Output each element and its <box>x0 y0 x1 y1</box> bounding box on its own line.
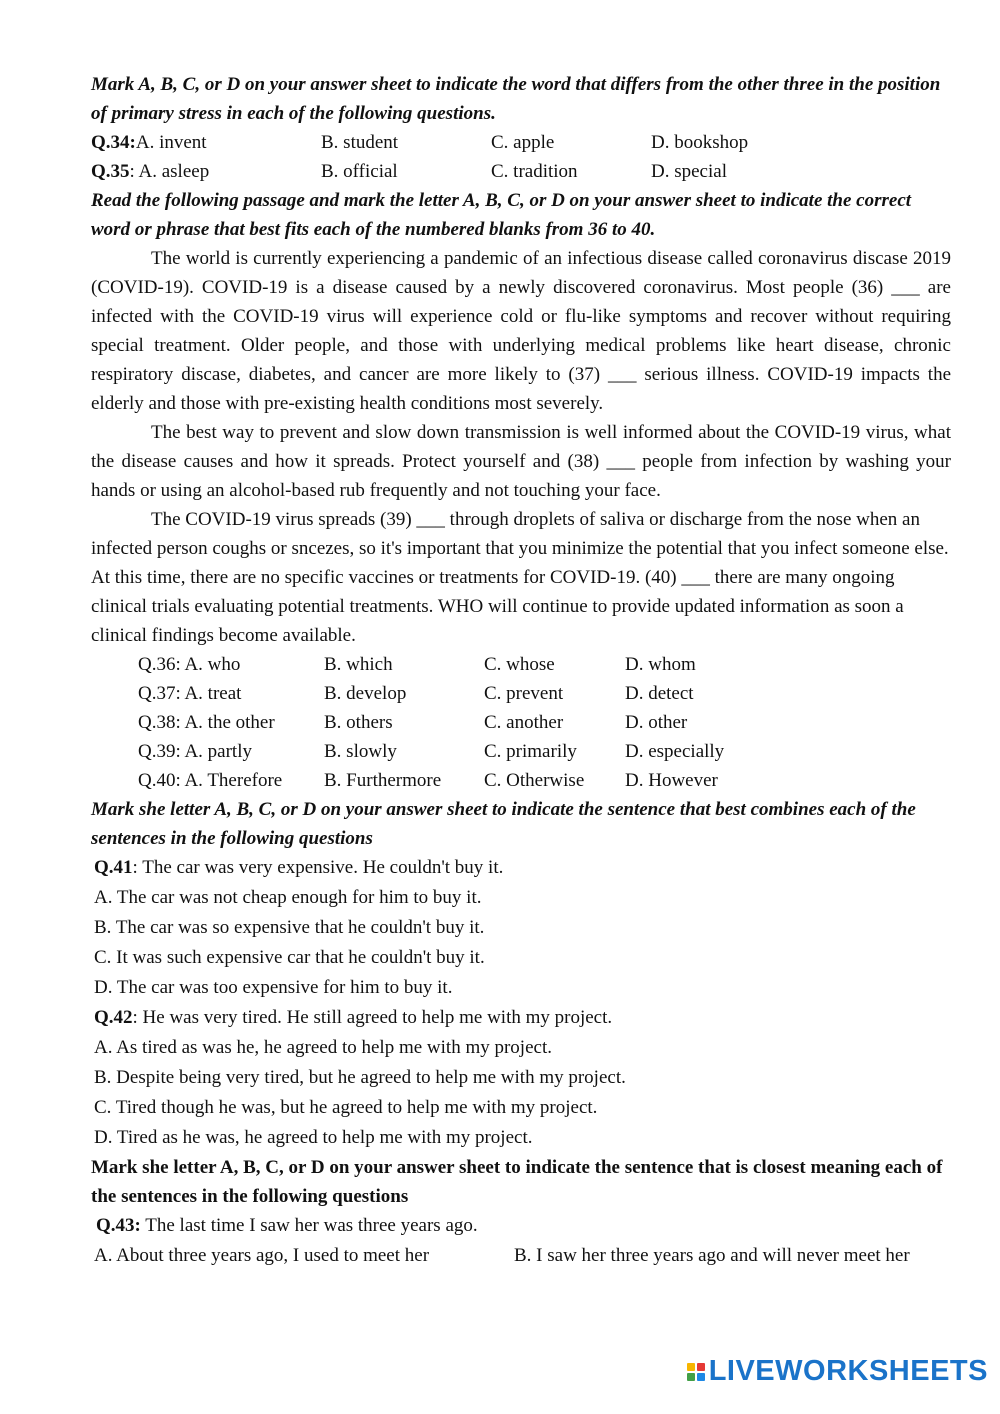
q36-options <box>138 650 951 679</box>
q36-option-a[interactable]: Q.36: A. who <box>138 654 241 675</box>
q38-options <box>138 708 951 737</box>
q36-option-d[interactable]: D. whom <box>625 654 696 675</box>
q39-option-a[interactable]: Q.39: A. partly <box>138 741 252 762</box>
liveworksheets-brand <box>687 1355 988 1388</box>
brand-name: LIVEWORKSHEETS <box>708 1355 988 1387</box>
q40-option-b[interactable]: B. Furthermore <box>324 770 442 791</box>
passage-paragraph-3: The COVID-19 virus spreads (39) ___ through droplets of saliva or discharge from the nose when an infected person coughs or sncezes, so it's important that you minimize the potential that you infect someone else. At this time, there are no specific vaccines or treatments for COVID-19. (40) ___ there are many ongoing clinical trials evaluating potential treatments. WHO will continue to provide updated information as soon a clinical findings become available. <box>91 509 949 646</box>
q35-option-c[interactable]: C. tradition <box>491 161 578 182</box>
q40-option-c[interactable]: C. Otherwise <box>484 770 585 791</box>
q34-option-a[interactable]: A. invent <box>135 132 207 153</box>
q41-option-d[interactable]: D. The car was too expensive for him to buy it. <box>94 977 453 998</box>
cloze-options <box>91 650 951 795</box>
q38-option-a[interactable]: Q.38: A. the other <box>138 712 275 733</box>
q43-option-a[interactable]: A. About three years ago, I used to meet her <box>94 1245 430 1266</box>
passage-paragraph-1: The world is currently experiencing a pandemic of an infectious disease called coronavirus discase 2019 (COVID-19). COVID-19 is a disease caused by a newly discovered coronavirus. Most people (36) ___ are infected with the COVID-19 virus will experience cold or flu-like symptoms and recover without requiring special treatment. Older people, and those with underlying medical problems like heart disease, chronic respiratory discase, diabetes, and cancer are more likely to (37) ___ serious illness. COVID-19 impacts the elderly and those with pre-existing health conditions most severely. <box>91 248 951 414</box>
section-3-instruction: Mark she letter A, B, C, or D on your answer sheet to indicate the sentence that best combines each of the sentences in the following questions <box>91 799 916 849</box>
q39-option-c[interactable]: C. primarily <box>484 741 577 762</box>
q37-option-d[interactable]: D. detect <box>625 683 694 704</box>
q43-label: Q.43: <box>96 1215 141 1236</box>
q37-option-b[interactable]: B. develop <box>324 683 407 704</box>
q38-option-d[interactable]: D. other <box>625 712 688 733</box>
q42-option-d[interactable]: D. Tired as he was, he agreed to help me with my project. <box>94 1127 533 1148</box>
question-42-stem <box>91 1003 951 1033</box>
q43-stem-text: The last time I saw her was three years ago. <box>140 1215 478 1236</box>
question-43-stem <box>91 1211 951 1241</box>
logo-square-blue <box>697 1373 705 1381</box>
logo-square-green <box>687 1373 695 1381</box>
worksheet-page <box>91 70 951 1271</box>
q40-option-d[interactable]: D. However <box>625 770 718 791</box>
q42-option-a[interactable]: A. As tired as was he, he agreed to help me with my project. <box>94 1037 552 1058</box>
question-35 <box>91 157 951 186</box>
q34-option-b[interactable]: B. student <box>321 132 399 153</box>
q43-options <box>91 1241 951 1271</box>
q35-label: Q.35 <box>91 161 130 182</box>
section-4-instruction: Mark she letter A, B, C, or D on your answer sheet to indicate the sentence that is closest meaning each of the sentences in the following questions <box>91 1157 943 1207</box>
q43-option-b[interactable]: B. I saw her three years ago and will never meet her <box>514 1245 910 1266</box>
q42-option-c[interactable]: C. Tired though he was, but he agreed to help me with my project. <box>94 1097 598 1118</box>
question-34 <box>91 128 951 157</box>
q34-option-c[interactable]: C. apple <box>491 132 555 153</box>
q39-option-b[interactable]: B. slowly <box>324 741 397 762</box>
q38-option-b[interactable]: B. others <box>324 712 393 733</box>
q41-label: Q.41 <box>94 857 133 878</box>
q34-option-d[interactable]: D. bookshop <box>651 132 749 153</box>
q35-option-a[interactable]: : A. asleep <box>129 161 210 182</box>
q41-option-b[interactable]: B. The car was so expensive that he couldn't buy it. <box>94 917 485 938</box>
q42-option-b[interactable]: B. Despite being very tired, but he agreed to help me with my project. <box>94 1067 626 1088</box>
q40-option-a[interactable]: Q.40: A. Therefore <box>138 770 283 791</box>
q42-label: Q.42 <box>94 1007 133 1028</box>
q41-stem-text: : The car was very expensive. He couldn't buy it. <box>132 857 504 878</box>
q37-options <box>138 679 951 708</box>
q35-option-b[interactable]: B. official <box>321 161 398 182</box>
logo-square-yellow <box>687 1363 695 1371</box>
q36-option-c[interactable]: C. whose <box>484 654 555 675</box>
q37-option-c[interactable]: C. prevent <box>484 683 564 704</box>
q34-label: Q.34: <box>91 132 136 153</box>
passage-paragraph-2: The best way to prevent and slow down transmission is well informed about the COVID-19 virus, what the disease causes and how it spreads. Protect yourself and (38) ___ people from infection by washing your hands or using an alcohol-based rub frequently and not touching your face. <box>91 422 951 501</box>
q41-option-a[interactable]: A. The car was not cheap enough for him to buy it. <box>94 887 482 908</box>
q39-option-d[interactable]: D. especially <box>625 741 725 762</box>
section-2-instruction: Read the following passage and mark the letter A, B, C, or D on your answer sheet to indicate the correct word or phrase that best fits each of the numbered blanks from 36 to 40. <box>91 190 912 240</box>
q41-option-c[interactable]: C. It was such expensive car that he couldn't buy it. <box>94 947 485 968</box>
q40-options <box>138 766 951 795</box>
q39-options <box>138 737 951 766</box>
logo-square-red <box>697 1363 705 1371</box>
q35-option-d[interactable]: D. special <box>651 161 727 182</box>
q36-option-b[interactable]: B. which <box>324 654 393 675</box>
q37-option-a[interactable]: Q.37: A. treat <box>138 683 242 704</box>
section-1-instruction: Mark A, B, C, or D on your answer sheet to indicate the word that differs from the other three in the position of primary stress in each of the following questions. <box>91 74 941 124</box>
liveworksheets-logo-icon <box>687 1363 705 1381</box>
question-41-stem <box>91 853 951 883</box>
q38-option-c[interactable]: C. another <box>484 712 564 733</box>
q42-stem-text: : He was very tired. He still agreed to help me with my project. <box>132 1007 613 1028</box>
